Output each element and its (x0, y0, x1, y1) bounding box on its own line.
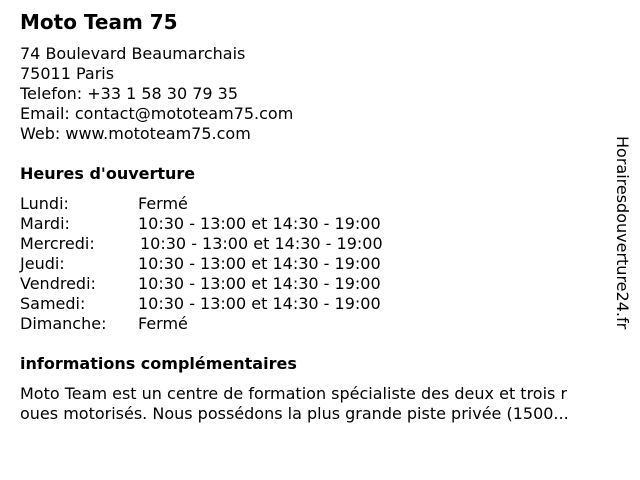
info-text (20, 384, 620, 424)
hours-day: Lundi: (20, 194, 69, 213)
contact-block (20, 44, 293, 144)
side-brand-text: Horairesdouverture24.fr (613, 136, 632, 330)
address-street: 74 Boulevard Beaumarchais (20, 44, 246, 63)
hours-row (20, 314, 440, 334)
phone-line: Telefon: +33 1 58 30 79 35 (20, 84, 239, 103)
hours-row (20, 214, 440, 234)
hours-day: Samedi: (20, 294, 86, 313)
hours-heading: Heures d'ouverture (20, 164, 196, 183)
hours-table (20, 194, 440, 334)
side-brand (612, 136, 634, 346)
web-line: Web: www.mototeam75.com (20, 124, 251, 143)
info-heading: informations complémentaires (20, 354, 297, 373)
hours-row (20, 274, 440, 294)
hours-row (20, 254, 440, 274)
info-line: Moto Team est un centre de formation spécialiste des deux et trois r (20, 384, 568, 403)
info-line: oues motorisés. Nous possédons la plus grande piste privée (1500... (20, 404, 569, 423)
hours-row (20, 294, 440, 314)
hours-row (20, 194, 440, 214)
hours-day: Mercredi: (20, 234, 95, 253)
hours-time: 10:30 - 13:00 et 14:30 - 19:00 (140, 234, 383, 253)
hours-time: 10:30 - 13:00 et 14:30 - 19:00 (138, 294, 381, 313)
hours-day: Mardi: (20, 214, 70, 233)
hours-time: 10:30 - 13:00 et 14:30 - 19:00 (138, 254, 381, 273)
hours-time: Fermé (138, 314, 188, 333)
hours-time: 10:30 - 13:00 et 14:30 - 19:00 (138, 214, 381, 233)
hours-row (20, 234, 440, 254)
hours-day: Jeudi: (20, 254, 65, 273)
hours-day: Vendredi: (20, 274, 96, 293)
email-line: Email: contact@mototeam75.com (20, 104, 294, 123)
hours-time: Fermé (138, 194, 188, 213)
hours-day: Dimanche: (20, 314, 107, 333)
hours-time: 10:30 - 13:00 et 14:30 - 19:00 (138, 274, 381, 293)
business-name: Moto Team 75 (20, 10, 178, 34)
address-city: 75011 Paris (20, 64, 115, 83)
